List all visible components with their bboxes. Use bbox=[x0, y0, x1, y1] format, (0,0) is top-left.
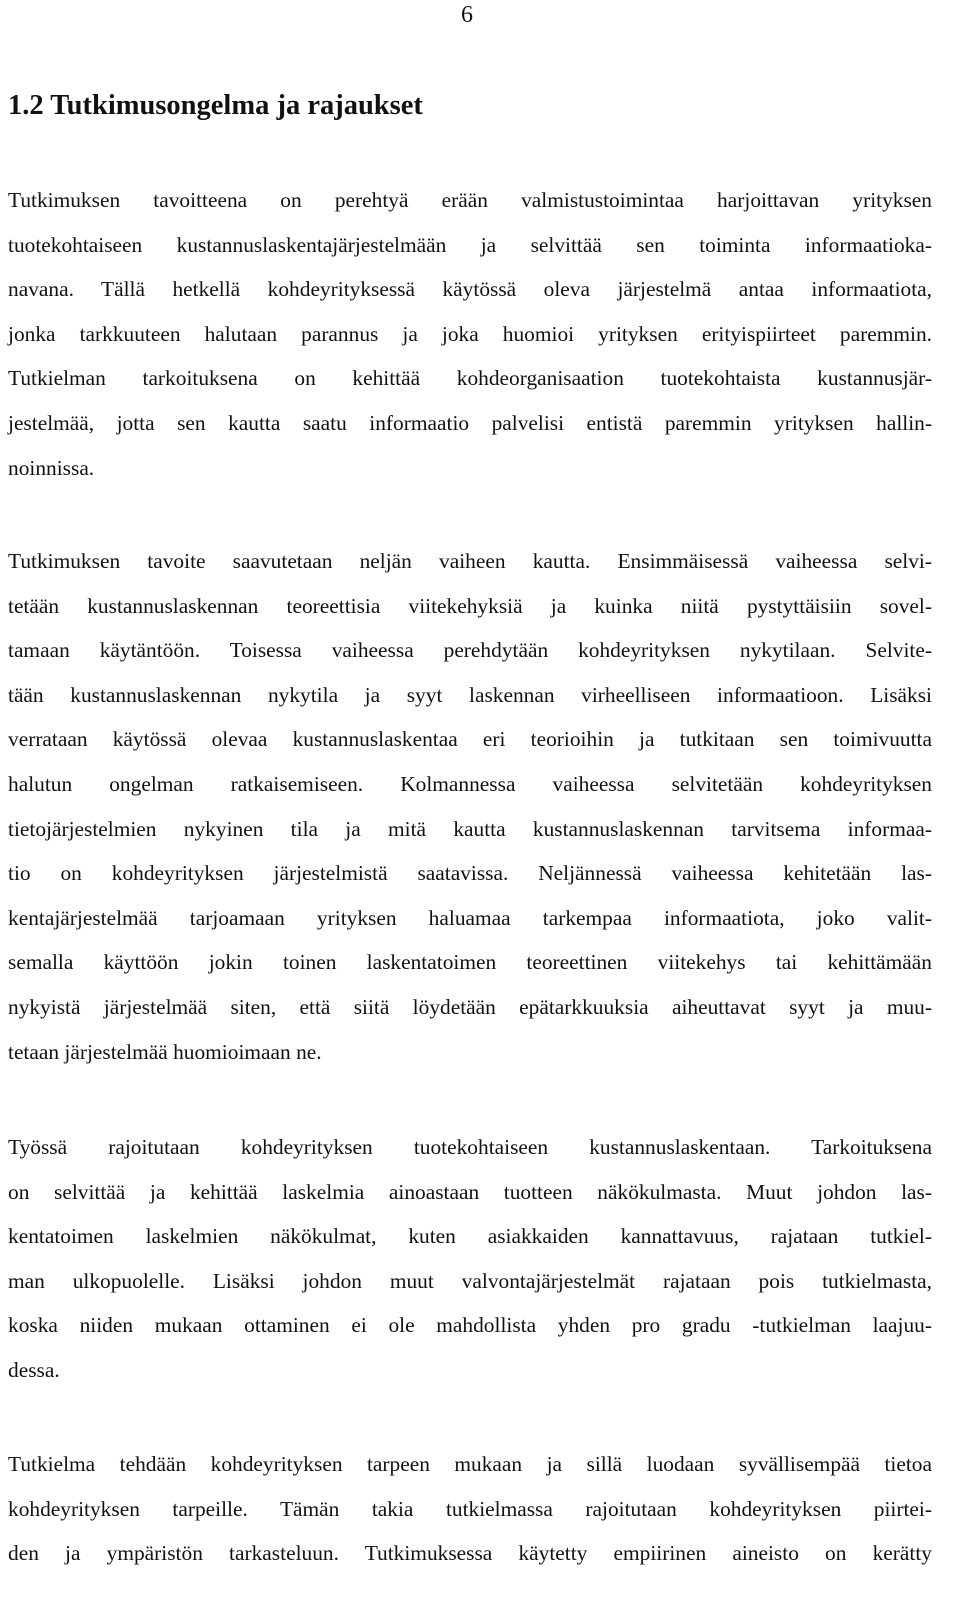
text-line: tio on kohdeyrityksen järjestelmistä saatavissa. Neljännessä vaiheessa kehitetään las- bbox=[8, 861, 932, 886]
text-line: Työssä rajoitutaan kohdeyrityksen tuotekohtaiseen kustannuslaskentaan. Tarkoituksena bbox=[8, 1135, 932, 1159]
text-line: den ja ympäristön tarkasteluun. Tutkimuksessa käytetty empiirinen aineisto on kerätty bbox=[8, 1541, 932, 1566]
text-line: man ulkopuolelle. Lisäksi johdon muut valvontajärjestelmät rajataan pois tutkielmasta, bbox=[8, 1268, 932, 1293]
text-line: tään kustannuslaskennan nykytila ja syyt laskennan virheelliseen informaatioon. Lisäksi bbox=[8, 682, 932, 707]
text-line: kentatoimen laskelmien näkökulmat, kuten asiakkaiden kannattavuus, rajataan tutkiel- bbox=[8, 1224, 932, 1249]
text-line: dessa. bbox=[8, 1357, 60, 1382]
paragraph-1 bbox=[8, 178, 932, 490]
text-line: semalla käyttöön jokin toinen laskentatoimen teoreettinen viitekehys tai kehittämään bbox=[8, 950, 932, 975]
paragraph-4 bbox=[8, 1442, 932, 1576]
text-line: on selvittää ja kehittää laskelmia ainoastaan tuotteen näkökulmasta. Muut johdon las- bbox=[8, 1179, 932, 1204]
text-line: koska niiden mukaan ottaminen ei ole mahdollista yhden pro gradu -tutkielman laajuu- bbox=[8, 1313, 932, 1338]
text-line: tetään kustannuslaskennan teoreettisia viitekehyksiä ja kuinka niitä pystyttäisiin sovel- bbox=[8, 593, 932, 618]
text-line: Tutkielma tehdään kohdeyrityksen tarpeen mukaan ja sillä luodaan syvällisempää tietoa bbox=[8, 1452, 932, 1476]
section-heading: 1.2 Tutkimusongelma ja rajaukset bbox=[8, 90, 423, 121]
text-line: kohdeyrityksen tarpeille. Tämän takia tutkielmassa rajoitutaan kohdeyrityksen piirtei- bbox=[8, 1496, 932, 1521]
text-line: tamaan käytäntöön. Toisessa vaiheessa perehdytään kohdeyrityksen nykytilaan. Selvite- bbox=[8, 638, 932, 663]
text-line: kentajärjestelmää tarjoamaan yrityksen haluamaa tarkempaa informaatiota, joko valit- bbox=[8, 905, 932, 930]
text-line: noinnissa. bbox=[8, 455, 95, 480]
text-line: jestelmää, jotta sen kautta saatu informaatio palvelisi entistä paremmin yrityksen hallin- bbox=[8, 410, 932, 435]
paragraph-2 bbox=[8, 539, 932, 1074]
text-line: Tutkimuksen tavoite saavutetaan neljän vaiheen kautta. Ensimmäisessä vaiheessa selvi- bbox=[8, 549, 932, 573]
text-line: tuotekohtaiseen kustannuslaskentajärjestelmään ja selvittää sen toiminta informaatioka- bbox=[8, 232, 932, 257]
text-line: nykyistä järjestelmää siten, että siitä löydetään epätarkkuuksia aiheuttavat syyt ja muu- bbox=[8, 994, 932, 1019]
text-line: halutun ongelman ratkaisemiseen. Kolmannessa vaiheessa selvitetään kohdeyrityksen bbox=[8, 771, 932, 796]
text-line: jonka tarkkuuteen halutaan parannus ja joka huomioi yrityksen erityispiirteet paremmin. bbox=[8, 321, 932, 346]
text-line: tetaan järjestelmää huomioimaan ne. bbox=[8, 1039, 322, 1064]
text-line: verrataan käytössä olevaa kustannuslaskentaa eri teorioihin ja tutkitaan sen toimivuutta bbox=[8, 727, 932, 752]
text-line: Tutkielman tarkoituksena on kehittää kohdeorganisaation tuotekohtaista kustannusjär- bbox=[8, 366, 932, 391]
text-line: Tutkimuksen tavoitteena on perehtyä erään valmistustoimintaa harjoittavan yrityksen bbox=[8, 188, 932, 212]
paragraph-3 bbox=[8, 1125, 932, 1393]
page-number: 6 bbox=[461, 2, 473, 28]
text-line: tietojärjestelmien nykyinen tila ja mitä kautta kustannuslaskennan tarvitsema informaa- bbox=[8, 816, 932, 841]
text-line: navana. Tällä hetkellä kohdeyrityksessä käytössä oleva järjestelmä antaa informaatiota, bbox=[8, 277, 932, 302]
